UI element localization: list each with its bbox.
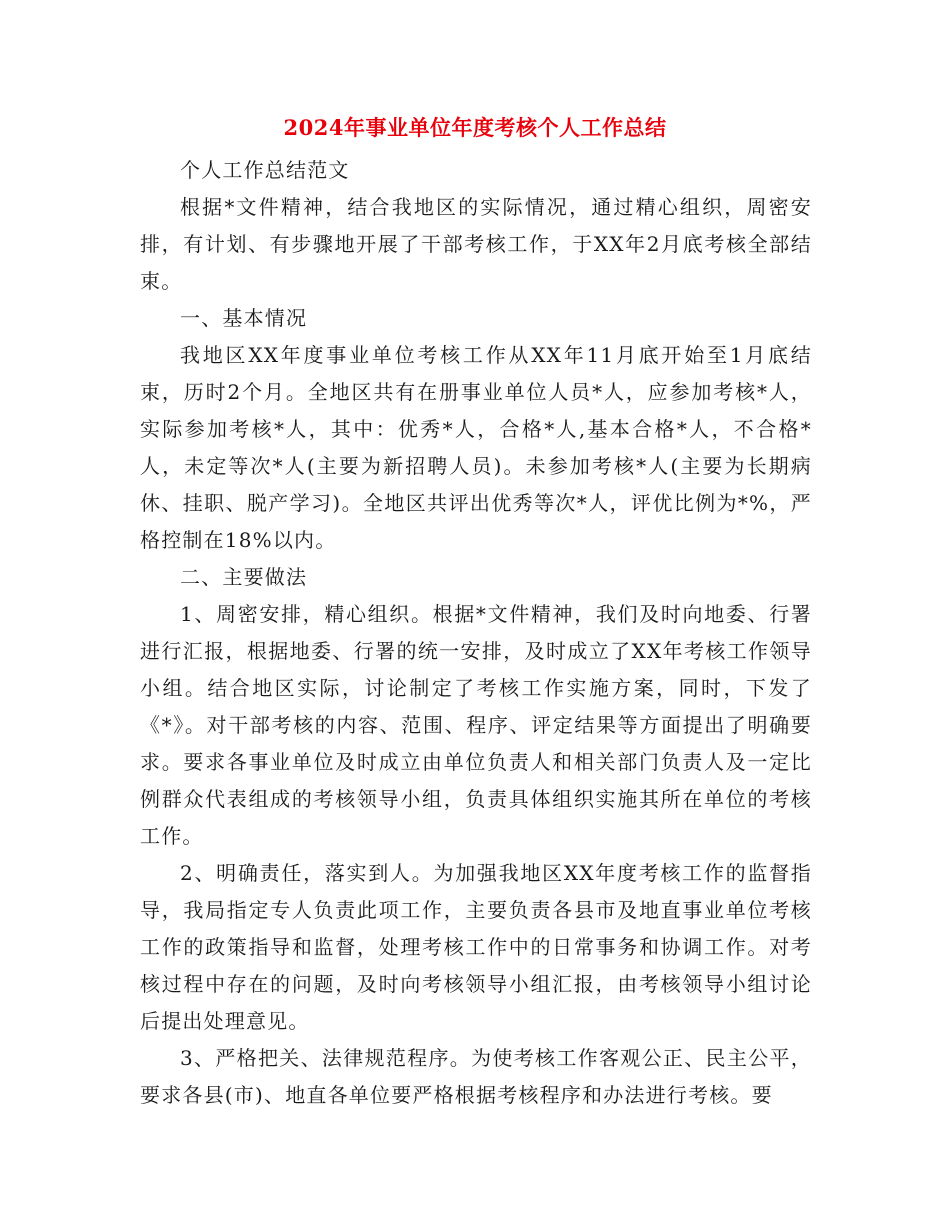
paragraph-intro: 根据*文件精神，结合我地区的实际情况，通过精心组织，周密安排，有计划、有步骤地开展了干部考核工作，于XX年2月底考核全部结束。 [140, 195, 812, 293]
paragraph-basic-situation: 我地区XX年度事业单位考核工作从XX年11月底开始至1月底结束，历时2个月。全地区共有在册事业单位人员*人，应参加考核*人，实际参加考核*人，其中：优秀*人，合格*人,基本合格*人，不合格*人，未定等次*人(主要为新招聘人员)。未参加考核*人(主要为长期病休、挂职、脱产学习)。全地区共评出优秀等次*人，评优比例为*%，严格控制在18%以内。 [140, 343, 812, 552]
document-title: 2024年事业单位年度考核个人工作总结 [283, 115, 667, 140]
section-heading-basic-situation: 一、基本情况 [180, 306, 308, 330]
paragraph-practice-1: 1、周密安排，精心组织。根据*文件精神，我们及时向地委、行署进行汇报，根据地委、行署的统一安排，及时成立了XX年考核工作领导小组。结合地区实际，讨论制定了考核工作实施方案，同时，下发了《*》。对干部考核的内容、范围、程序、评定结果等方面提出了明确要求。要求各事业单位及时成立由单位负责人和相关部门负责人及一定比例群众代表组成的考核领导小组，负责具体组织实施其所在单位的考核工作。 [140, 602, 812, 848]
paragraph-subtitle: 个人工作总结范文 [180, 158, 350, 182]
section-heading-main-practices: 二、主要做法 [180, 565, 308, 589]
paragraph-practice-2: 2、明确责任，落实到人。为加强我地区XX年度考核工作的监督指导，我局指定专人负责此项工作，主要负责各县市及地直事业单位考核工作的政策指导和监督，处理考核工作中的日常事务和协调工作。对考核过程中存在的问题，及时向考核领导小组汇报，由考核领导小组讨论后提出处理意见。 [140, 861, 812, 1033]
document-body [140, 152, 812, 1114]
paragraph-practice-3: 3、严格把关、法律规范程序。为使考核工作客观公正、民主公平，要求各县(市)、地直各单位要严格根据考核程序和办法进行考核。要 [140, 1046, 812, 1107]
